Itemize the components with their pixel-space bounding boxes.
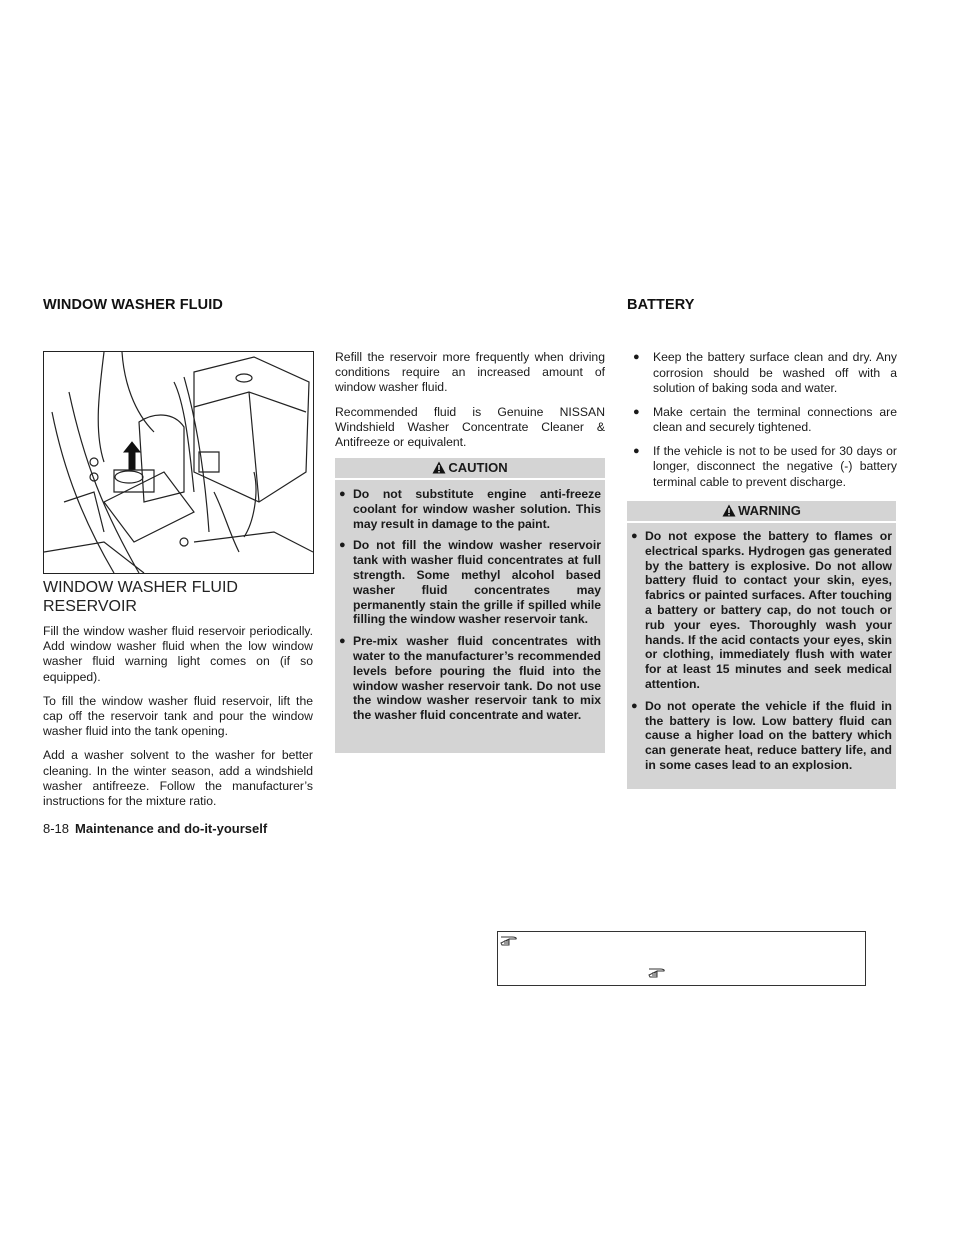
bullet: ●: [633, 351, 640, 363]
pointing-hand-icon: [500, 934, 518, 946]
engine-bay-illustration: [44, 352, 313, 573]
chapter-title: Maintenance and do-it-yourself: [75, 821, 268, 836]
battery-bullets: [627, 350, 897, 498]
warning-item: ● Do not operate the vehicle if the fluid in the battery is low. Low battery fluid can cause a higher load on the battery which can generate heat, reduce battery life, and in some cases lead to an explosion.: [631, 698, 892, 772]
list-item: ● Make certain the terminal connections are clean and securely tightened.: [633, 404, 897, 434]
middle-body: [335, 350, 605, 459]
caution-label: CAUTION: [448, 460, 508, 475]
warning-box: [627, 501, 896, 789]
bullet: ●: [631, 530, 638, 542]
bullet: ●: [339, 635, 346, 648]
figure-caption: WINDOW WASHER FLUID RESERVOIR: [43, 579, 238, 615]
battery-list: [627, 350, 897, 490]
section-title-battery: BATTERY: [627, 297, 695, 313]
left-body: [43, 624, 313, 818]
paragraph: Add a washer solvent to the washer for better cleaning. In the winter season, add a windshield washer antifreeze. Follow the manufacturer’s instructions for the mixture ratio.: [43, 748, 313, 809]
warning-triangle-icon: [432, 461, 446, 474]
warning-header: [627, 501, 896, 523]
bullet: ●: [633, 444, 640, 457]
list-item: ● If the vehicle is not to be used for 30 days or longer, disconnect the negative (-) battery terminal cable to prevent discharge.: [633, 443, 897, 489]
page-footer: [43, 820, 267, 838]
bullet: ●: [631, 699, 638, 712]
paragraph: Fill the window washer fluid reservoir periodically. Add window washer fluid when the low window washer fluid warning light comes on (if so equipped).: [43, 624, 313, 684]
caution-list: [335, 480, 605, 734]
caution-item: ● Do not fill the window washer reservoir tank with washer fluid concentrates at full strength. Some methyl alcohol based washer fluid concentrates may permanently stain the grille if spilled while filling the window washer reservoir tank.: [339, 538, 601, 627]
pointing-hand-icon: [648, 966, 666, 978]
warning-triangle-icon: [722, 504, 736, 517]
bullet: ●: [339, 539, 346, 552]
warning-item: ● Do not expose the battery to flames or electrical sparks. Hydrogen gas generated by the battery is explosive. Do not allow battery fluid to contact your skin, eyes, fabrics or painted surfaces. After touching a battery or battery cap, do not touch or rub your eyes. Thoroughly wash your hands. If the acid contacts your eyes, skin or clothing, immediately flush with water for at least 15 minutes and seek medical attention.: [631, 529, 892, 691]
reference-box: [497, 931, 866, 986]
caution-header: [335, 458, 605, 480]
caution-item: ● Do not substitute engine anti-freeze coolant for window washer solution. This may result in damage to the paint.: [339, 487, 601, 531]
paragraph: Refill the reservoir more frequently when driving conditions require an increased amount of window washer fluid.: [335, 350, 605, 395]
caution-item: ● Pre-mix washer fluid concentrates with water to the manufacturer’s recommended levels before pouring the fluid into the window washer reservoir tank. Do not use the window washer reservoir tank to mix the washer fluid concentrate and water.: [339, 634, 601, 723]
bullet: ●: [633, 405, 640, 418]
paragraph: Recommended fluid is Genuine NISSAN Windshield Washer Concentrate Cleaner & Antifreeze or equivalent.: [335, 404, 605, 450]
paragraph: To fill the window washer fluid reservoir, lift the cap off the reservoir tank and pour the window washer fluid into the tank opening.: [43, 693, 313, 739]
warning-label: WARNING: [738, 503, 801, 518]
up-arrow-icon: [124, 442, 140, 469]
section-title-window-washer-fluid: WINDOW WASHER FLUID: [43, 297, 223, 313]
page-number: 8-18: [43, 821, 70, 836]
reservoir-figure: [43, 351, 314, 574]
warning-list: [627, 523, 896, 784]
list-item: ● Keep the battery surface clean and dry. Any corrosion should be washed off with a solution of baking soda and water.: [633, 350, 897, 395]
caution-box: [335, 458, 605, 753]
bullet: ●: [339, 488, 346, 500]
